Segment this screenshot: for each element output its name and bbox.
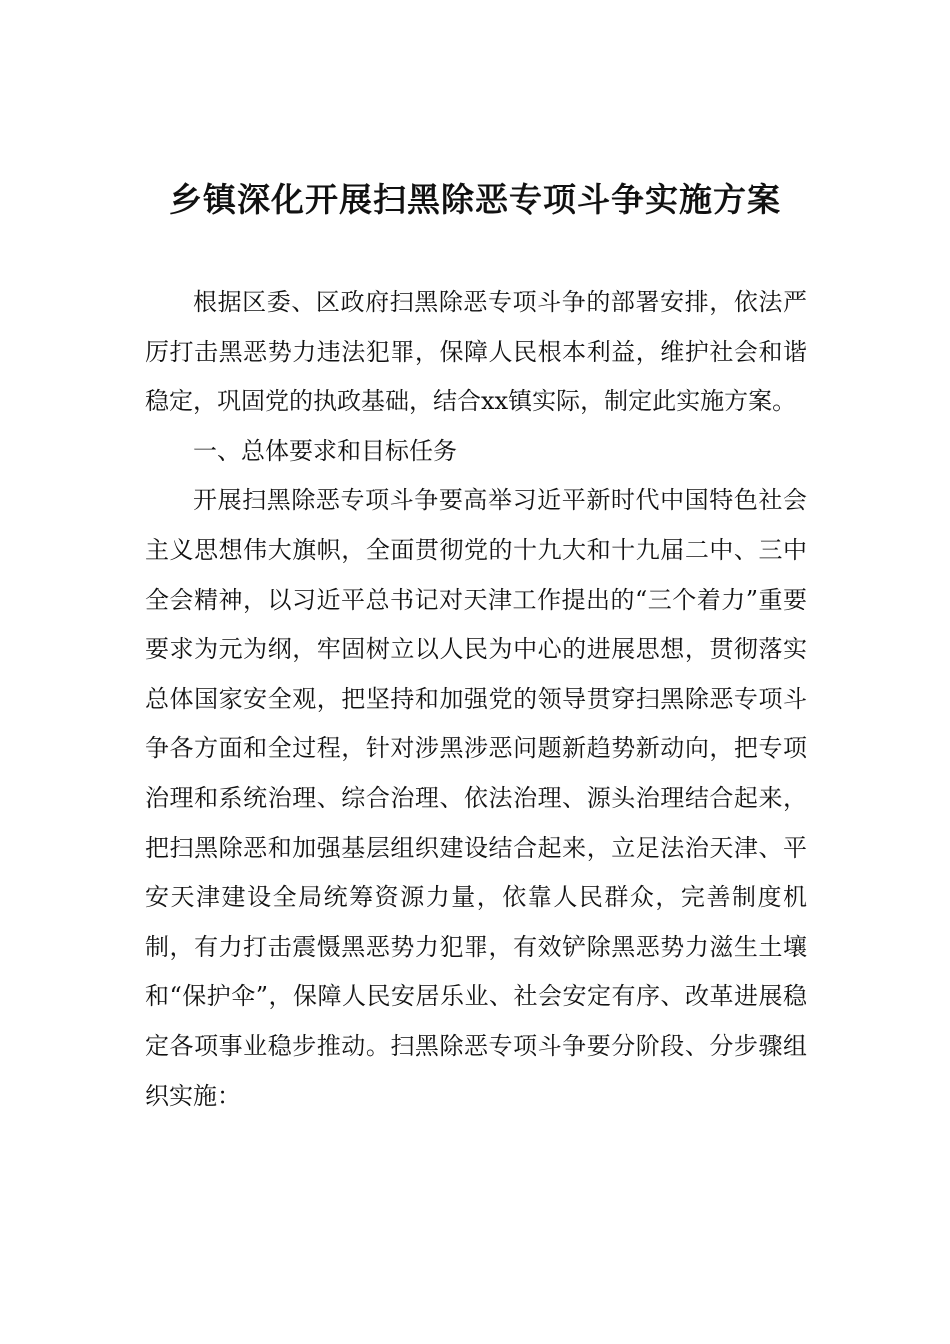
paragraph-requirements: 开展扫黑除恶专项斗争要高举习近平新时代中国特色社会主义思想伟大旗帜，全面贯彻党的十九大和十九届二中、三中全会精神，以习近平总书记对天津工作提出的“三个着力”重要要求为元为纲，牢固树立以人民为中心的进展思想，贯彻落实总体国家安全观，把坚持和加强党的领导贯穿扫黑除恶专项斗争各方面和全过程，针对涉黑涉恶问题新趋势新动向，把专项治理和系统治理、综合治理、依法治理、源头治理结合起来，把扫黑除恶和加强基层组织建设结合起来，立足法治天津、平安天津建设全局统筹资源力量，依靠人民群众，完善制度机制，有力打击震慑黑恶势力犯罪，有效铲除黑恶势力滋生土壤和“保护伞”，保障人民安居乐业、社会安定有序、改革进展稳定各项事业稳步推动。扫黑除恶专项斗争要分阶段、分步骤组织实施： [145,486,807,1110]
paragraph-intro: 根据区委、区政府扫黑除恶专项斗争的部署安排，依法严厉打击黑恶势力违法犯罪，保障人民根本利益，维护社会和谐稳定，巩固党的执政基础，结合xx镇实际，制定此实施方案。 [145,288,807,416]
section-heading-1: 一、总体要求和目标任务 [193,436,457,465]
document-title: 乡镇深化开展扫黑除恶专项斗争实施方案 [169,180,781,219]
document-body [145,278,807,1121]
